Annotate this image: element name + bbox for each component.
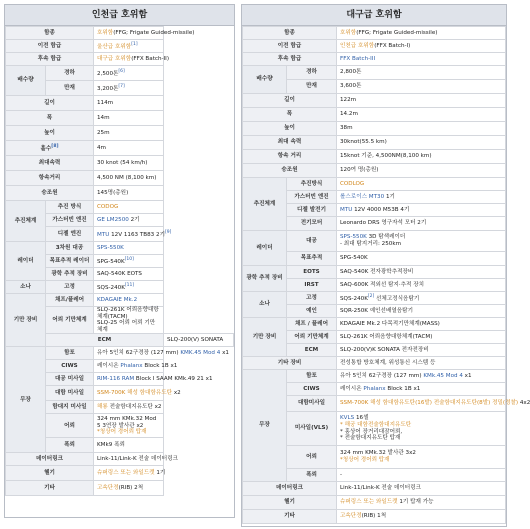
row-value	[94, 373, 213, 386]
table-row	[243, 66, 506, 80]
table-row	[6, 453, 234, 466]
row-header: 항속 거리	[243, 150, 337, 164]
row-value	[94, 27, 195, 40]
value-text: 2,500톤	[97, 70, 119, 77]
value-text: SQS-240K	[97, 284, 125, 291]
row-value	[94, 438, 164, 453]
row-subheader: 광학 추적 장비	[46, 268, 94, 281]
value-text: 1기	[154, 470, 166, 477]
wiki-link[interactable]: 울산급 호위함	[97, 43, 132, 50]
wiki-link[interactable]: Phalanx	[120, 363, 143, 370]
row-header: 승조원	[243, 164, 337, 178]
row-header: 폭	[6, 111, 94, 126]
wiki-link[interactable]: MTU	[97, 231, 110, 238]
table-row	[243, 318, 506, 331]
table-row	[243, 510, 506, 524]
value-text: 145명(총원)	[97, 189, 129, 196]
row-header: 후속 함급	[6, 53, 94, 66]
row-value	[337, 178, 506, 191]
value-text: -	[340, 471, 343, 478]
table-row	[243, 496, 506, 510]
row-header: 승조원	[6, 186, 94, 201]
table-row	[6, 141, 234, 156]
row-subheader: ECM	[287, 344, 337, 357]
group-header: 광학 추적 장비	[243, 266, 287, 292]
group-header: 레이더	[6, 242, 46, 281]
value-text: * 전술함대지유도탄 탑재	[340, 435, 401, 442]
value-text: 14m	[97, 114, 110, 121]
row-header: 후속 함급	[243, 53, 337, 66]
wiki-link[interactable]: * 해궁 대함전술함대지유도탄	[340, 421, 412, 428]
row-subheader: 만재	[287, 80, 337, 94]
value-text: 16셀	[354, 415, 369, 422]
value-text: 레이시온	[97, 363, 121, 370]
footnote-link[interactable]: [2]	[367, 293, 375, 299]
row-subheader: 고정	[46, 281, 94, 294]
row-value	[94, 453, 178, 466]
table-row	[243, 122, 506, 136]
table-row	[6, 27, 234, 40]
row-value	[337, 108, 506, 122]
row-subheader: 예인	[287, 305, 337, 318]
row-value	[94, 414, 164, 438]
table-row	[6, 40, 234, 53]
row-header: 최대 속력	[243, 136, 337, 150]
row-header: 항속거리	[6, 171, 94, 186]
row-value	[337, 292, 506, 305]
footnote-link[interactable]: [10]	[124, 256, 134, 262]
row-value	[337, 27, 506, 40]
value-text: 324 mm KMk.32 발사관 3x2	[340, 450, 416, 457]
row-subheader: 경하	[287, 66, 337, 80]
row-header: 이전 함급	[6, 40, 94, 53]
row-header: 흘수[8]	[6, 141, 94, 156]
row-value	[337, 482, 506, 496]
value-text: (FFX Batch-I)	[374, 42, 411, 49]
row-value	[94, 307, 164, 334]
value-text: Leonardo DRS 영구자석 모터 2기	[340, 220, 427, 227]
row-value	[94, 96, 164, 111]
row-header: 헬기	[6, 466, 94, 481]
row-value	[94, 171, 164, 186]
value-text: (FFG; Frigate Guided-missile)	[356, 29, 438, 36]
value-text: 122m	[340, 97, 357, 104]
infobox-title: 인천급 호위함	[5, 5, 234, 26]
group-header: 추진체계	[243, 178, 287, 231]
row-value	[337, 266, 506, 279]
value-text: (FFX Batch-II)	[131, 55, 170, 62]
value-text: SAQ-540K 전자광학추적장비	[340, 268, 414, 275]
wiki-link[interactable]: 고속단정	[97, 485, 119, 492]
group-header: 무장	[243, 370, 287, 482]
table-row	[243, 357, 506, 370]
row-value	[94, 347, 229, 360]
table-row	[243, 292, 506, 305]
row-subheader: 함포	[287, 370, 337, 383]
row-value	[337, 40, 506, 53]
row-header: 함종	[6, 27, 94, 40]
spec-table	[5, 26, 234, 496]
row-subheader: 미사일(VLS)	[287, 412, 337, 446]
row-value	[94, 111, 164, 126]
row-value	[337, 331, 506, 344]
value-text: 3D 탐색레이더	[366, 234, 406, 241]
value-text: x1	[220, 350, 229, 357]
row-header: 폭	[243, 108, 337, 122]
row-subheader: 추진 방식	[46, 201, 94, 214]
row-header: 헬기	[243, 496, 337, 510]
value-text: SAQ-600K 적외선 탐지·추적 장치	[340, 281, 425, 288]
row-subheader: 목표추적	[287, 252, 337, 266]
table-row	[6, 281, 234, 294]
row-subheader: 대공	[287, 231, 337, 252]
row-value	[337, 357, 506, 370]
row-subheader: 디젤 발전기	[287, 204, 337, 217]
table-row	[6, 111, 234, 126]
row-value	[337, 164, 506, 178]
row-value	[337, 150, 506, 164]
wiki-link[interactable]: KMK.45 Mod 4	[180, 350, 221, 357]
row-header: 최대속력	[6, 156, 94, 171]
value-text: Block I SAAM KMk.49 21 x1	[134, 376, 213, 383]
row-header: 길이	[243, 94, 337, 108]
row-subheader: CIWS	[46, 360, 94, 373]
row-subheader: 어뢰	[287, 446, 337, 469]
row-subheader: CIWS	[287, 383, 337, 396]
value-text: 전술함대지유도탄 x2	[107, 404, 162, 411]
row-subheader: 함포	[46, 347, 94, 360]
value-text: 4m	[97, 144, 107, 151]
wiki-link[interactable]: FFX Batch-III	[340, 55, 376, 62]
value-text: 324 mm KMk.32 Mod 5 3연장 발사관 x2	[97, 415, 157, 429]
value-text: 2,800톤	[340, 69, 362, 76]
table-row	[6, 156, 234, 171]
wiki-link[interactable]: SSM-700K 해성 함대함유도탄	[97, 390, 173, 397]
row-value	[94, 40, 164, 53]
table-row	[6, 171, 234, 186]
table-row	[6, 481, 234, 496]
row-subheader: 폭뢰	[287, 469, 337, 482]
value-text: SLQ-261K 어뢰음향대항체계(TACM)	[340, 333, 433, 340]
row-value	[94, 255, 164, 268]
group-header: 소나	[243, 292, 287, 318]
table-row	[6, 66, 234, 81]
row-value	[337, 191, 506, 204]
value-text: 선체고정식음탐기	[374, 295, 420, 302]
row-subheader: 대함 미사일	[46, 386, 94, 401]
spec-table	[242, 26, 530, 524]
row-header: 이전 함급	[243, 40, 337, 53]
row-header: ECM	[46, 334, 164, 347]
row-subheader: 3차원 대공	[46, 242, 94, 255]
row-header: 기타 장비	[243, 357, 337, 370]
footnote-link[interactable]: [7]	[118, 83, 125, 89]
value-text: KDAGAIE Mk.2 다목적기만체계(MASS)	[340, 320, 440, 327]
wiki-link[interactable]: *청상어 경어뢰 탑재	[340, 457, 390, 463]
value-text: (FFG; Frigate Guided-missile)	[113, 29, 195, 36]
row-header: 함종	[243, 27, 337, 40]
footnote-link[interactable]: [11]	[124, 282, 135, 288]
table-row	[243, 108, 506, 122]
row-value	[337, 396, 530, 412]
row-subheader: 어뢰 기만체계	[46, 307, 94, 334]
row-subheader: 대공 미사일	[46, 373, 94, 386]
wiki-link[interactable]: 해룡	[97, 404, 108, 411]
table-row	[6, 96, 234, 111]
wiki-link[interactable]: 고속단정	[340, 513, 362, 520]
group-header: 무장	[6, 347, 46, 453]
table-row	[6, 126, 234, 141]
table-row	[243, 164, 506, 178]
table-row	[243, 482, 506, 496]
value-text: SLQ-200(V) SONATA	[167, 337, 224, 344]
row-value	[337, 122, 506, 136]
footnote-link[interactable]: [6]	[118, 68, 125, 74]
group-header: 기만 장비	[243, 318, 287, 357]
row-subheader: 디젤 엔진	[46, 227, 94, 242]
row-header: 기타	[6, 481, 94, 496]
table-row	[243, 266, 506, 279]
value-text: x2	[172, 390, 181, 397]
row-subheader: IRST	[287, 279, 337, 292]
table-row	[243, 53, 506, 66]
row-value	[94, 214, 164, 227]
value-text: 12V 1163 TB83 2기	[109, 231, 165, 238]
row-value	[337, 252, 506, 266]
wiki-link[interactable]: *청상어 경어뢰 탑재	[97, 429, 147, 436]
value-text: SLQ-261K 어뢰음향대항체계(TACM)	[97, 307, 159, 320]
row-value	[337, 344, 506, 357]
row-value	[94, 281, 164, 294]
row-value	[94, 401, 164, 414]
table-row	[243, 231, 506, 252]
value-text: 12V 4000 M53B 4기	[352, 206, 410, 213]
value-text: (RIB) 1척	[361, 513, 387, 520]
wiki-link[interactable]: CODOG	[97, 203, 119, 210]
group-header: 추진체계	[6, 201, 46, 242]
row-value	[337, 94, 506, 108]
row-subheader: 대함미사일	[287, 396, 337, 412]
row-subheader: 추진방식	[287, 178, 337, 191]
value-text: 어뢰 어뢰 기만체계	[97, 320, 156, 333]
wiki-link[interactable]: 호위함	[340, 29, 357, 36]
value-text: 3,200톤	[97, 85, 119, 92]
table-row	[243, 136, 506, 150]
wiki-link[interactable]: SSM-700K 해성 함대함유도탄(16발) 전술함대지유도탄(8발) 정밀(정찰)	[340, 400, 519, 407]
row-header: 기타	[243, 510, 337, 524]
wiki-link[interactable]: SPS-550K	[340, 234, 367, 241]
wiki-link[interactable]: KMk.45 Mod 4	[423, 372, 463, 379]
table-row	[243, 150, 506, 164]
row-value	[94, 141, 164, 156]
row-subheader: 함대지 미사일	[46, 401, 94, 414]
row-value	[337, 412, 506, 446]
wiki-link[interactable]: 호위함	[97, 29, 114, 36]
table-row	[6, 466, 234, 481]
value-text: SPG-540K	[97, 258, 125, 265]
wiki-link[interactable]: 인천급 호위함	[340, 42, 375, 49]
value-text: 30knot(55.5 km)	[340, 139, 387, 146]
row-header: 데이터링크	[6, 453, 94, 466]
row-subheader: 전기모터	[287, 217, 337, 231]
table-row	[6, 201, 234, 214]
row-subheader: 고정	[287, 292, 337, 305]
value-text: SPG-540K	[340, 255, 368, 262]
value-text: 120여 명(총원)	[340, 167, 379, 174]
row-value	[337, 446, 506, 469]
wiki-link[interactable]: SPS-550K	[97, 244, 124, 251]
row-subheader: 경하	[46, 66, 94, 81]
row-value	[337, 318, 506, 331]
group-header: 배수량	[6, 66, 46, 96]
row-value	[94, 126, 164, 141]
value-text: Block 1B x1	[385, 385, 421, 392]
row-value	[337, 383, 506, 396]
wiki-link[interactable]: 슈퍼링스 또는 와일드캣	[340, 499, 398, 506]
table-row	[6, 53, 234, 66]
wiki-link[interactable]: KVLS	[340, 415, 355, 422]
group-header: 배수량	[243, 66, 287, 94]
row-value	[94, 242, 164, 255]
wiki-link[interactable]: KDAGAIE Mk.2	[97, 296, 138, 303]
value-text: 15knot 기준, 4,500NM(8,100 km)	[340, 153, 432, 160]
row-value	[337, 66, 506, 80]
value-text: SQS-240K	[340, 295, 368, 302]
table-row	[6, 242, 234, 255]
row-value	[94, 81, 164, 96]
row-value	[94, 466, 164, 481]
row-value	[337, 469, 506, 482]
value-text: 1기 탑재 가능	[397, 499, 434, 506]
table-row	[243, 178, 506, 191]
row-value	[94, 294, 164, 307]
value-text: 레이시온	[340, 385, 364, 392]
wiki-link[interactable]: Phalanx	[363, 385, 386, 392]
value-text: 유아 5인치 62구경장 (127 mm)	[97, 350, 181, 357]
row-subheader: 폭뢰	[46, 438, 94, 453]
row-subheader: EOTS	[287, 266, 337, 279]
row-header: 높이	[243, 122, 337, 136]
row-subheader: 어뢰	[46, 414, 94, 438]
value-text: 유아 5인치 62구경장 (127 mm)	[340, 372, 424, 379]
table-row	[6, 294, 234, 307]
row-value	[94, 227, 172, 242]
row-value	[337, 279, 506, 292]
value-text: 4,500 NM (8,100 km)	[97, 174, 157, 181]
row-value	[337, 305, 506, 318]
value-text: 1기	[384, 193, 395, 200]
value-text: * 홍상어 장거리대잠어뢰,	[340, 428, 403, 435]
value-text: SAQ-540K EOTS	[97, 270, 142, 277]
wiki-link[interactable]: MTU	[340, 206, 353, 213]
row-subheader: 채프/플레어	[46, 294, 94, 307]
infobox-right	[241, 4, 530, 527]
value-text: 3,600톤	[340, 83, 362, 90]
row-subheader: 목표추적 레이더	[46, 255, 94, 268]
row-value	[337, 217, 506, 231]
value-text: (RIB) 2척	[118, 485, 144, 492]
value-text: 38m	[340, 125, 353, 132]
row-value	[337, 231, 506, 252]
value-text: SLQ-200(V)K SONATA 전자전장비	[340, 346, 429, 353]
row-value	[94, 386, 181, 401]
value-text: 전성통합 방호체계, 위성통신 시스템 등	[340, 359, 436, 366]
row-value	[94, 186, 164, 201]
value-text: 114m	[97, 99, 114, 106]
table-row	[243, 40, 506, 53]
value-text: 14.2m	[340, 111, 358, 118]
row-value	[94, 481, 164, 496]
table-row	[6, 347, 234, 360]
footnote-link[interactable]: [9]	[164, 229, 172, 235]
row-value	[337, 136, 506, 150]
group-header: 레이더	[243, 231, 287, 266]
wiki-link[interactable]: 슈퍼링스 또는 와일드캣	[97, 470, 155, 477]
value-text: KMk9 폭뢰	[97, 442, 125, 449]
value-text: SLQ-25	[97, 320, 118, 327]
value-text: Link-11/Link-K 전술 데이터링크	[340, 485, 421, 492]
row-header: 길이	[6, 96, 94, 111]
value-text: 25m	[97, 129, 110, 136]
value-text: - 최대 탐지거리: 250km	[340, 241, 402, 247]
row-subheader: 채프 / 플레어	[287, 318, 337, 331]
row-value	[337, 370, 506, 383]
row-subheader: 가스터빈 엔진	[46, 214, 94, 227]
row-value	[337, 496, 506, 510]
row-value	[164, 334, 234, 347]
row-value	[94, 66, 164, 81]
table-row	[243, 94, 506, 108]
wiki-link[interactable]: 대구급 호위함	[97, 55, 132, 62]
table-row	[243, 27, 506, 40]
row-value	[94, 156, 164, 171]
row-header: 데이터링크	[243, 482, 337, 496]
value-text: 30 knot (54 km/h)	[97, 159, 148, 166]
row-subheader: 어뢰 기만체계	[287, 331, 337, 344]
row-header: 높이	[6, 126, 94, 141]
row-value	[94, 360, 178, 373]
group-header: 기만 장비	[6, 294, 46, 347]
wiki-link[interactable]: CODLOG	[340, 180, 365, 187]
row-value	[337, 80, 506, 94]
footnote-link[interactable]: [1]	[131, 41, 138, 47]
infobox-title: 대구급 호위함	[242, 5, 506, 26]
row-value	[337, 53, 506, 66]
value-text: Block 1B x1	[142, 363, 178, 370]
value-text: Link-11/Link-K 전술 데이터링크	[97, 456, 178, 463]
row-value	[337, 204, 506, 217]
table-row	[6, 186, 234, 201]
value-text: SQR-250K 예인선배열음탐기	[340, 307, 413, 314]
row-value	[94, 268, 164, 281]
wiki-link[interactable]: 롤스로이스 MT30	[340, 193, 385, 200]
table-row	[243, 370, 506, 383]
value-text: 4x2	[518, 400, 530, 407]
wiki-link[interactable]: RIM-116 RAM	[97, 376, 135, 383]
value-text: x1	[462, 372, 472, 379]
row-value	[94, 53, 170, 66]
value-text: 2기	[128, 216, 140, 223]
infobox-left	[4, 4, 235, 518]
group-header: 소나	[6, 281, 46, 294]
row-subheader: 가스터빈 엔진	[287, 191, 337, 204]
row-subheader: 만재	[46, 81, 94, 96]
wiki-link[interactable]: GE LM2500	[97, 216, 129, 223]
row-value	[94, 201, 164, 214]
row-value	[337, 510, 506, 524]
